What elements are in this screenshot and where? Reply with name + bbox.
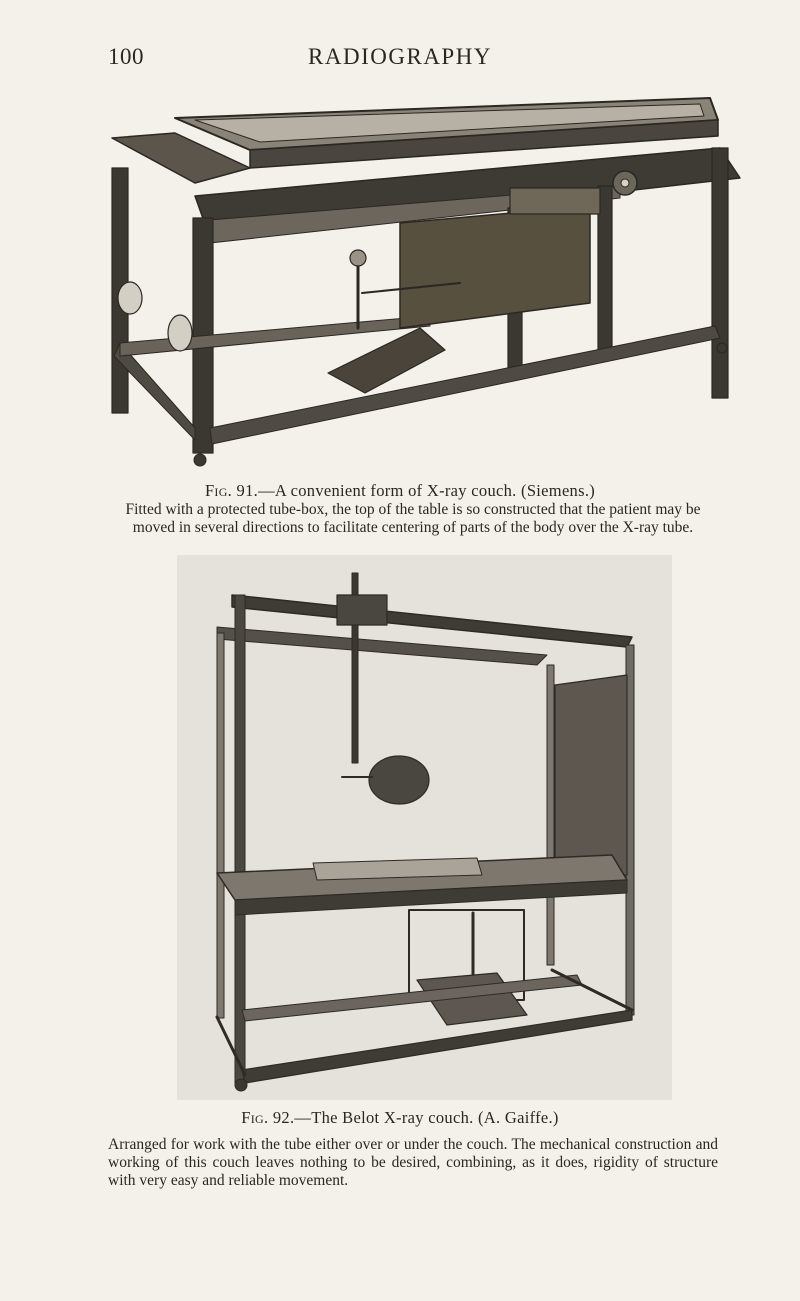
running-head [0, 44, 800, 74]
figure-91-illustration [100, 88, 750, 473]
figure-92-label: Fig. 92. [241, 1108, 295, 1127]
figure-91-caption [0, 481, 800, 501]
figure-91-label: Fig. 91. [204, 481, 259, 500]
page-number: 100 [108, 44, 144, 69]
figure-92-description: Arranged for work with the tube either over or under the couch. The mechanical construction and working of this couch leaves nothing to be desired, combining, as it does, rigidity of structure with very easy and reliable movement. [108, 1136, 718, 1189]
figure-92-photograph [177, 555, 672, 1100]
figure-92-caption-text: —The Belot X-ray couch. (A. Gaiffe.) [294, 1108, 559, 1127]
figure-91-description: Fitted with a protected tube-box, the top of the table is so constructed that the patient may be moved in several directions to facilitate centering of parts of the body over the X-ray tube. [125, 501, 701, 536]
figure-92-caption [0, 1108, 800, 1128]
running-title: RADIOGRAPHY [308, 44, 492, 69]
figure-91-caption-text: —A convenient form of X-ray couch. (Siemens.) [258, 481, 596, 500]
